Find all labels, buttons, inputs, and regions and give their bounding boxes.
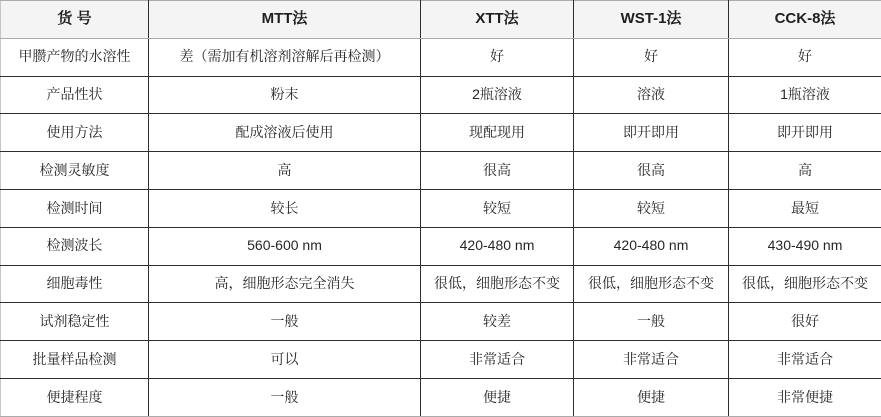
- table-cell: 便捷: [421, 378, 574, 416]
- row-label: 检测波长: [1, 227, 149, 265]
- table-header: [1, 1, 881, 39]
- table-cell: 较长: [149, 189, 421, 227]
- table-cell: 高: [149, 152, 421, 190]
- table-cell: 高，细胞形态完全消失: [149, 265, 421, 303]
- table-cell: 很高: [421, 152, 574, 190]
- table-cell: 很高: [574, 152, 729, 190]
- header-cell-cck8: CCK-8法: [729, 1, 881, 39]
- table-cell: 很低，细胞形态不变: [574, 265, 729, 303]
- table-row: [1, 303, 881, 341]
- table-body: [1, 38, 881, 416]
- table-cell: 便捷: [574, 378, 729, 416]
- table-row: [1, 152, 881, 190]
- table-cell: 较短: [574, 189, 729, 227]
- table-cell: 较差: [421, 303, 574, 341]
- table-cell: 好: [421, 38, 574, 76]
- header-row: [1, 1, 881, 39]
- table-cell: 配成溶液后使用: [149, 114, 421, 152]
- table-cell: 粉末: [149, 76, 421, 114]
- table-cell: 好: [574, 38, 729, 76]
- row-label: 检测时间: [1, 189, 149, 227]
- table-cell: 即开即用: [729, 114, 881, 152]
- table-cell: 一般: [574, 303, 729, 341]
- table-cell: 很低，细胞形态不变: [729, 265, 881, 303]
- table-row: [1, 378, 881, 416]
- table-cell: 560-600 nm: [149, 227, 421, 265]
- table-cell: 即开即用: [574, 114, 729, 152]
- table-cell: 非常便捷: [729, 378, 881, 416]
- table-row: [1, 189, 881, 227]
- table-cell: 最短: [729, 189, 881, 227]
- header-cell-item-number: 货 号: [1, 1, 149, 39]
- row-label: 细胞毒性: [1, 265, 149, 303]
- table-cell: 2瓶溶液: [421, 76, 574, 114]
- table-row: [1, 38, 881, 76]
- table-cell: 非常适合: [729, 341, 881, 379]
- table-row: [1, 76, 881, 114]
- table-cell: 非常适合: [421, 341, 574, 379]
- table-cell: 非常适合: [574, 341, 729, 379]
- header-cell-mtt: MTT法: [149, 1, 421, 39]
- header-cell-xtt: XTT法: [421, 1, 574, 39]
- table-cell: 430-490 nm: [729, 227, 881, 265]
- table-cell: 可以: [149, 341, 421, 379]
- row-label: 检测灵敏度: [1, 152, 149, 190]
- table-cell: 很低，细胞形态不变: [421, 265, 574, 303]
- table-cell: 1瓶溶液: [729, 76, 881, 114]
- row-label: 便捷程度: [1, 378, 149, 416]
- table-cell: 好: [729, 38, 881, 76]
- row-label: 试剂稳定性: [1, 303, 149, 341]
- table-cell: 一般: [149, 378, 421, 416]
- table-row: [1, 114, 881, 152]
- table-row: [1, 227, 881, 265]
- table-row: [1, 341, 881, 379]
- row-label: 批量样品检测: [1, 341, 149, 379]
- table-cell: 高: [729, 152, 881, 190]
- row-label: 甲臜产物的水溶性: [1, 38, 149, 76]
- table-row: [1, 265, 881, 303]
- table-cell: 420-480 nm: [421, 227, 574, 265]
- header-cell-wst1: WST-1法: [574, 1, 729, 39]
- row-label: 产品性状: [1, 76, 149, 114]
- table-cell: 420-480 nm: [574, 227, 729, 265]
- table-cell: 较短: [421, 189, 574, 227]
- row-label: 使用方法: [1, 114, 149, 152]
- table-cell: 差（需加有机溶剂溶解后再检测）: [149, 38, 421, 76]
- table-cell: 一般: [149, 303, 421, 341]
- table-cell: 很好: [729, 303, 881, 341]
- table-cell: 现配现用: [421, 114, 574, 152]
- table-cell: 溶液: [574, 76, 729, 114]
